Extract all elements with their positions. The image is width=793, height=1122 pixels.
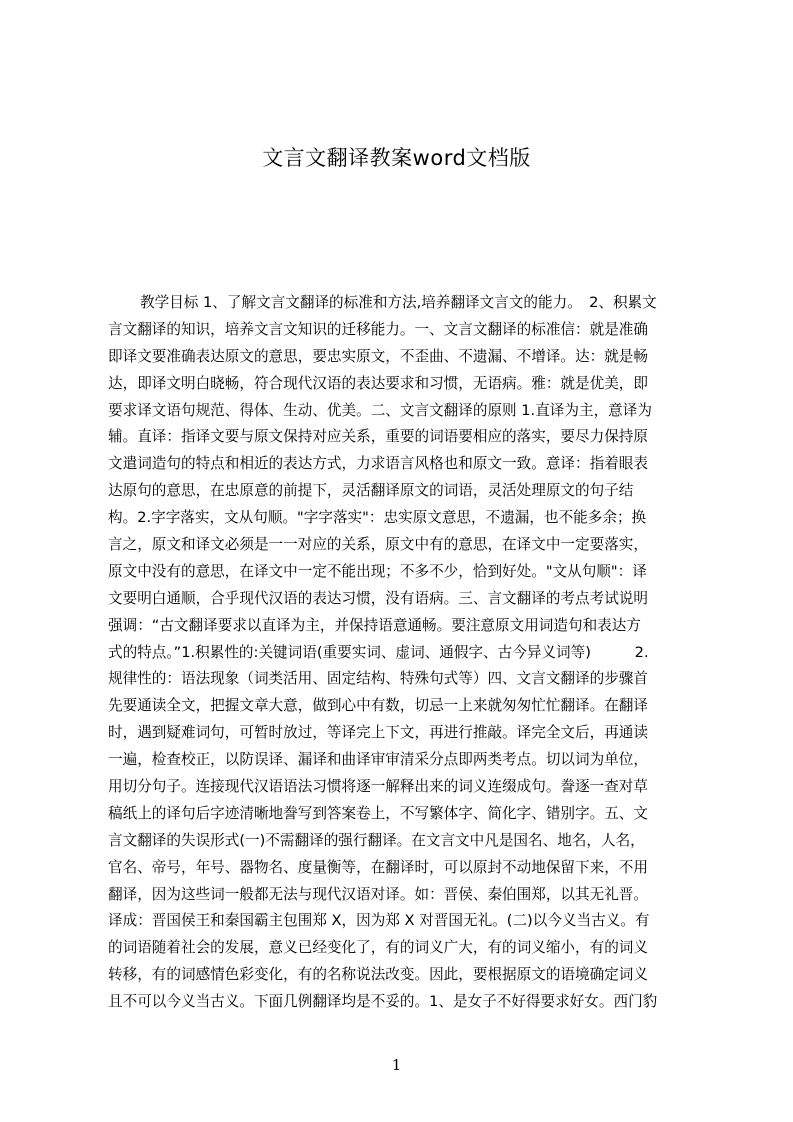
text-line: 达原句的意思，在忠原意的前提下，灵活翻译原文的词语，灵活处理原文的句子结 xyxy=(108,482,634,500)
text-line: 强调：“古文翻译要求以直译为主，并保持语意通畅。要注意原文用词造句和表达方 xyxy=(108,616,641,634)
text-line: 转移，有的词感情色彩变化，有的名称说法改变。因此，要根据原文的语境确定词义 xyxy=(108,966,648,984)
text-line: 官名、帝号，年号、器物名、度量衡等，在翻译时，可以原封不动地保留下来，不用 xyxy=(108,858,648,876)
text-line: 翻译，因为这些词一般都无法与现代汉语对译。如：晋侯、秦伯围郑，以其无礼晋。 xyxy=(108,885,648,903)
text-line: 言文翻译的知识，培养文言文知识的迁移能力。一、文言文翻译的标准信：就是准确 xyxy=(108,320,648,338)
text-line: 且不可以今义当古义。下面几例翻译均是不妥的。1、是女子不好得要求好女。西门豹 xyxy=(108,993,658,1011)
text-line: 规律性的：语法现象（词类活用、固定结构、特殊句式等）四、文言文翻译的步骤首 xyxy=(108,670,648,688)
text-line: 一遍，检查校正，以防误译、漏译和曲译审审清采分点即两类考点。切以词为单位， xyxy=(108,751,648,769)
text-line: 文遣词造句的特点和相近的表达方式，力求语言风格也和原文一致。意译：指着眼表 xyxy=(108,455,648,473)
text-line: 原文中没有的意思，在译文中一定不能出现；不多不少，恰到好处。"文从句顺"：译 xyxy=(108,562,647,580)
text-line: 式的特点。”1.积累性的:关键词语(重要实词、虚词、通假字、古今异义词等) 2. xyxy=(108,643,649,661)
text-line: 言文翻译的失误形式(一)不需翻译的强行翻译。在文言文中凡是国名、地名，人名， xyxy=(108,831,645,849)
text-line: 的词语随着社会的发展，意义已经变化了，有的词义广大，有的词义缩小，有的词义 xyxy=(108,939,648,957)
text-line: 辅。直译：指译文要与原文保持对应关系，重要的词语要相应的落实，要尽力保持原 xyxy=(108,428,648,446)
text-line: 达，即译文明白晓畅，符合现代汉语的表达要求和习惯，无语病。雅：就是优美，即 xyxy=(108,374,648,392)
text-line: 言之，原文和译文必须是一一对应的关系，原文中有的意思，在译文中一定要落实， xyxy=(108,536,648,554)
text-line: 要求译文语句规范、得体、生动、优美。二、文言文翻译的原则 1.直译为主，意译为 xyxy=(108,401,652,419)
text-line: 先要通读全文，把握文章大意，做到心中有数，切忌一上来就匆匆忙忙翻译。在翻译 xyxy=(108,697,648,715)
text-line: 文要明白通顺，合乎现代汉语的表达习惯，没有语病。三、言文翻译的考点考试说明 xyxy=(108,589,648,607)
page-number: 1 xyxy=(391,1056,402,1074)
body-text xyxy=(108,290,698,1018)
document-title: 文言文翻译教案word文档版 xyxy=(262,146,531,170)
text-line: 稿纸上的译句后字迹清晰地誊写到答案卷上，不写繁体字、简化字、错别字。五、文 xyxy=(108,804,648,822)
text-line: 用切分句子。连接现代汉语语法习惯将逐一解释出来的词义连缀成句。誊逐一查对草 xyxy=(108,778,648,796)
text-line: 构。2.字字落实，文从句顺。"字字落实"：忠实原文意思，不遗漏，也不能多余；换 xyxy=(108,509,647,527)
text-line: 教学目标 1、了解文言文翻译的标准和方法,培养翻译文言文的能力。 2、积累文 xyxy=(140,294,657,311)
text-line: 译成：晋国侯王和秦国霸主包围郑 X，因为郑 X 对晋国无礼。(二)以今义当古义。有 xyxy=(108,912,650,930)
text-line: 即译文要准确表达原文的意思，要忠实原文，不歪曲、不遗漏、不增译。达：就是畅 xyxy=(108,347,648,365)
text-line: 时，遇到疑难词句，可暂时放过，等译完上下文，再进行推敲。译完全文后，再通读 xyxy=(108,724,648,742)
